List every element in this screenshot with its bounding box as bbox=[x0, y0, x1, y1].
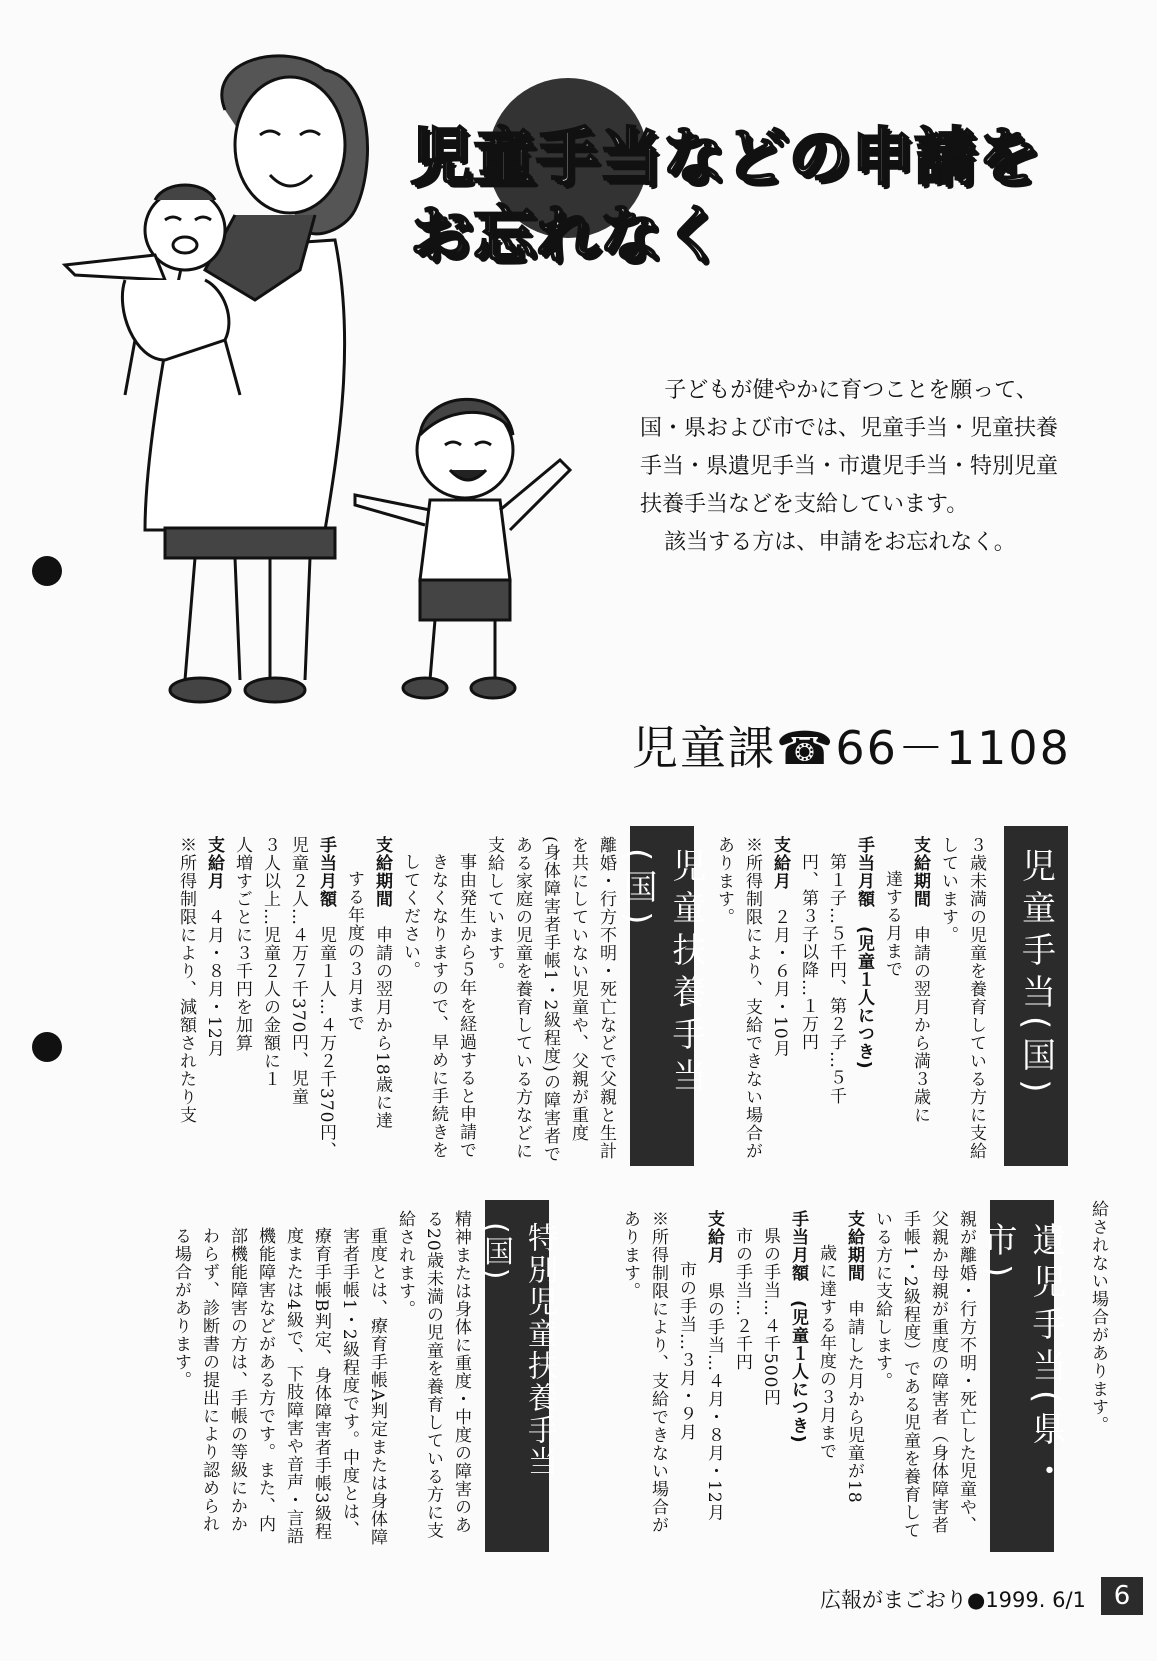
label-teate-gatsugaku: 手当月額 bbox=[788, 1210, 808, 1282]
body-line: 第１子…５千円、第２子…５千 bbox=[826, 853, 846, 1105]
label-shikyu-tsuki: 支給月 bbox=[204, 836, 224, 890]
phone-icon: ☎ bbox=[776, 721, 836, 775]
body-line: 県の手当…４月・８月・12月 bbox=[704, 1282, 724, 1522]
intro-paragraph-1: 子どもが健やかに育つことを願って、国・県および市では、児童手当・児童扶養手当・県遺児手当・市遺児手当・特別児童扶養手当などを支給しています。 bbox=[640, 378, 1059, 517]
body-line: (児童１人につき) bbox=[788, 1300, 808, 1444]
body-line: ※所得制限により、支給できない場合があります。 bbox=[620, 1210, 668, 1534]
body-line: 円、第３子以降…１万円 bbox=[798, 853, 818, 1051]
section-body-jidou-teate bbox=[700, 836, 990, 1166]
body-line: 精神または身体に重度・中度の障害のある20歳未満の児童を養育している方に支給されます。 bbox=[395, 1210, 471, 1540]
body-line: 歳に達する年度の３月まで bbox=[816, 1244, 836, 1460]
body-line: 児童１人…４万２千370円、 bbox=[316, 926, 336, 1160]
page-headline bbox=[410, 118, 1130, 274]
label-shikyu-tsuki: 支給月 bbox=[704, 1210, 724, 1264]
body-line: 申請した月から児童が18 bbox=[844, 1300, 864, 1504]
section-title-text: 特別児童扶養手当(国) bbox=[478, 1222, 557, 1478]
section-title-iji-teate bbox=[977, 1200, 1066, 1552]
intro-text bbox=[640, 372, 1060, 562]
intro-paragraph-2: 該当する方は、申請をお忘れなく。 bbox=[664, 530, 1016, 555]
body-line: 児童２人…４万７千370円、児童 bbox=[288, 836, 308, 1106]
body-line: ３人以上…児童２人の金額に１ bbox=[260, 836, 280, 1088]
contact-line bbox=[632, 712, 1071, 778]
body-line: する年度の３月まで bbox=[344, 870, 364, 1032]
body-line: ４月・８月・12月 bbox=[204, 908, 224, 1058]
phone-number: 66－1108 bbox=[835, 721, 1071, 775]
label-shikyu-kikan: 支給期間 bbox=[844, 1210, 864, 1282]
body-line: 市の手当…３月・９月 bbox=[676, 1261, 696, 1441]
department-name: 児童課 bbox=[632, 721, 776, 775]
body-line: ３歳未満の児童を養育している方に支給しています。 bbox=[938, 836, 986, 1160]
section-title-text: 児童手当(国) bbox=[1015, 848, 1056, 1101]
page-number: 6 bbox=[1101, 1577, 1143, 1615]
section-title-jidou-fuyou-teate bbox=[617, 826, 706, 1166]
section-title-jidou-teate bbox=[1004, 826, 1068, 1166]
section-title-text: 遺児手当(県・市) bbox=[977, 1222, 1066, 1496]
body-line: 申請の翌月から18歳に達 bbox=[372, 926, 392, 1130]
label-shikyu-tsuki: 支給月 bbox=[770, 836, 790, 890]
body-line: 重度とは、療育手帳A判定または身体障害者手帳1・2級程度です。中度とは、療育手帳B判定、身体障害者手帳3級程度または4級で、下肢障害や音声・言語機能障害などがある方です。また、内部機能障害の方は、手帳の等級にかかわらず、診断書の提出により認められる場合があります。 bbox=[171, 1227, 387, 1547]
body-line: 親が離婚・行方不明・死亡した児童や、父親か母親が重度の障害者（身体障害者手帳1・2級程度）である児童を養育している方に支給します。 bbox=[872, 1210, 976, 1540]
body-line: 離婚・行方不明・死亡などで父親と生計を共にしていない児童や、父親が重度(身体障害者手帳1・2級程度)の障害者である家庭の児童を養育している方などに支給しています。 bbox=[484, 836, 616, 1163]
headline-line-2: お忘れなく bbox=[410, 198, 726, 271]
body-line: 市の手当…２千円 bbox=[732, 1227, 752, 1371]
label-teate-gatsugaku: 手当月額 bbox=[854, 836, 874, 908]
section-body-iji-teate bbox=[580, 1210, 980, 1550]
body-line: 人増すごとに３千円を加算 bbox=[232, 836, 252, 1052]
body-line: ※所得制限により、減額されたり支 bbox=[176, 836, 196, 1124]
body-line: ２月・６月・10月 bbox=[770, 908, 790, 1058]
section-body-tokubetsu bbox=[100, 1210, 475, 1550]
body-line: 県の手当…４千500円 bbox=[760, 1227, 780, 1407]
headline-line-1: 児童手当などの申請を bbox=[410, 120, 1041, 193]
label-shikyu-kikan: 支給期間 bbox=[910, 836, 930, 908]
footer-publication: 広報がまごおり●1999. 6/1 bbox=[820, 1588, 1086, 1612]
body-line: 給されない場合があります。 bbox=[1088, 1200, 1108, 1434]
body-line: (児童１人につき) bbox=[854, 926, 874, 1070]
body-line: 達する月まで bbox=[882, 870, 902, 978]
section-title-tokubetsu-jidou-fuyou-teate bbox=[478, 1200, 557, 1552]
punch-hole-bottom bbox=[32, 1032, 62, 1062]
label-shikyu-kikan: 支給期間 bbox=[372, 836, 392, 908]
body-line: 申請の翌月から満３歳に bbox=[910, 926, 930, 1124]
label-teate-gatsugaku: 手当月額 bbox=[316, 836, 336, 908]
body-line: ※所得制限により、支給できない場合があります。 bbox=[714, 836, 762, 1160]
section-body-jidou-fuyou-teate bbox=[120, 836, 620, 1166]
section-title-text: 児童扶養手当(国) bbox=[617, 848, 706, 1100]
section-body-fuyou-continued bbox=[1080, 1200, 1112, 1500]
body-line: 事由発生から５年を経過すると申請できなくなりますので、早めに手続きをしてください。 bbox=[400, 853, 476, 1159]
